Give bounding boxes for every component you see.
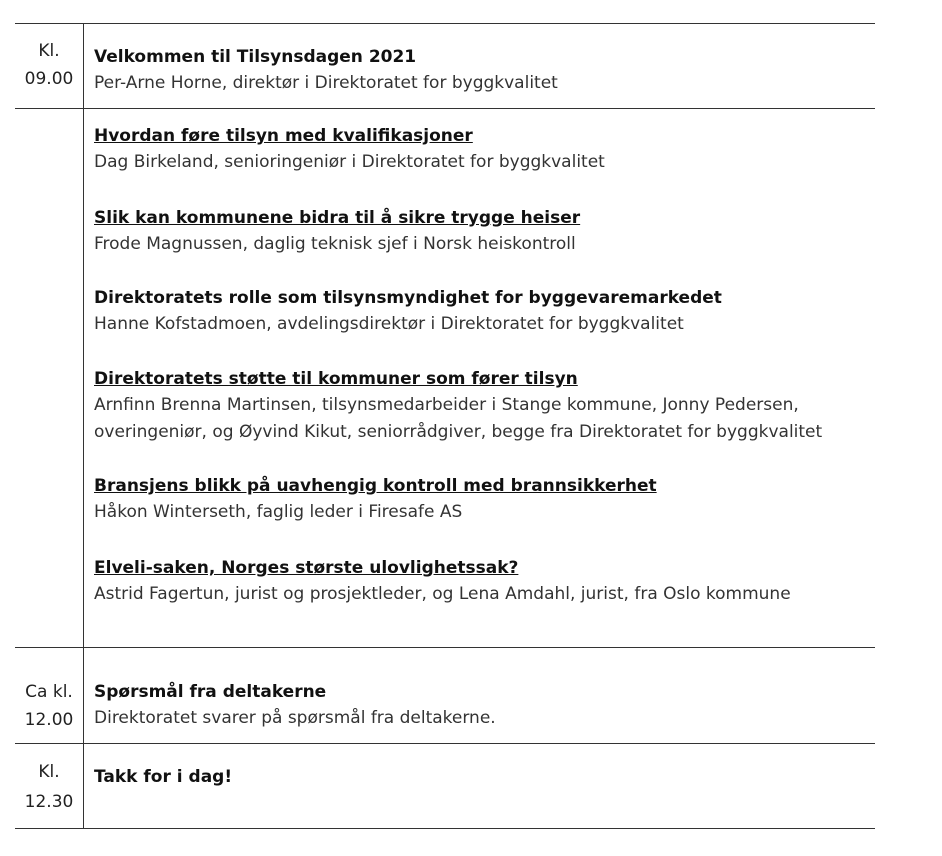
agenda-item: [94, 555, 869, 608]
agenda-table: [15, 23, 875, 829]
agenda-item: [94, 123, 869, 176]
item-speaker: Hanne Kofstadmoen, avdelingsdirektør i Direktoratet for byggkvalitet: [94, 314, 684, 334]
agenda-item: [94, 764, 869, 790]
agenda-item: [94, 366, 869, 446]
time-cell: [15, 37, 83, 93]
time-label: Ca kl.: [25, 682, 73, 702]
agenda-item: [94, 679, 869, 732]
item-speaker-line: overingeniør, og Øyvind Kikut, seniorrådgiver, begge fra Direktoratet for byggkvalitet: [94, 422, 823, 442]
row-border-top: [15, 23, 875, 24]
time-label: Kl.: [38, 41, 60, 61]
item-speaker: Astrid Fagertun, jurist og prosjektleder, og Lena Amdahl, jurist, fra Oslo kommune: [94, 584, 791, 604]
item-title: Velkommen til Tilsynsdagen 2021: [94, 47, 417, 67]
time-cell: [15, 758, 83, 816]
agenda-item: [94, 205, 869, 258]
time-value: 09.00: [24, 69, 74, 89]
agenda-item: [94, 44, 869, 97]
time-value: 12.00: [24, 710, 74, 730]
time-cell: [15, 678, 83, 734]
column-divider: [83, 23, 84, 829]
agenda-item: [94, 285, 869, 338]
item-speaker-line: Arnfinn Brenna Martinsen, tilsynsmedarbeider i Stange kommune, Jonny Pedersen,: [94, 395, 799, 415]
time-value: 12.30: [24, 792, 74, 812]
item-speaker: Per-Arne Horne, direktør i Direktoratet for byggkvalitet: [94, 73, 558, 93]
row-border: [15, 743, 875, 744]
item-speaker: Håkon Winterseth, faglig leder i Firesafe AS: [94, 502, 463, 522]
row-border: [15, 108, 875, 109]
item-title: Takk for i dag!: [94, 767, 233, 787]
item-title: Spørsmål fra deltakerne: [94, 682, 327, 702]
item-speaker: Dag Birkeland, senioringeniør i Direktoratet for byggkvalitet: [94, 152, 605, 172]
agenda-item: [94, 473, 869, 526]
item-title-link[interactable]: Hvordan føre tilsyn med kvalifikasjoner: [94, 126, 473, 146]
time-label: Kl.: [38, 762, 60, 782]
item-title-link[interactable]: Bransjens blikk på uavhengig kontroll med brannsikkerhet: [94, 476, 657, 496]
row-border: [15, 647, 875, 648]
item-title-link[interactable]: Direktoratets støtte til kommuner som fører tilsyn: [94, 369, 578, 389]
item-speaker: Frode Magnussen, daglig teknisk sjef i Norsk heiskontroll: [94, 234, 576, 254]
item-speaker: Direktoratet svarer på spørsmål fra deltakerne.: [94, 708, 496, 728]
row-border-bottom: [15, 828, 875, 829]
item-title-link[interactable]: Elveli-saken, Norges største ulovlighetssak?: [94, 558, 519, 578]
item-title: Direktoratets rolle som tilsynsmyndighet for byggevaremarkedet: [94, 288, 722, 308]
item-title-link[interactable]: Slik kan kommunene bidra til å sikre trygge heiser: [94, 208, 581, 228]
